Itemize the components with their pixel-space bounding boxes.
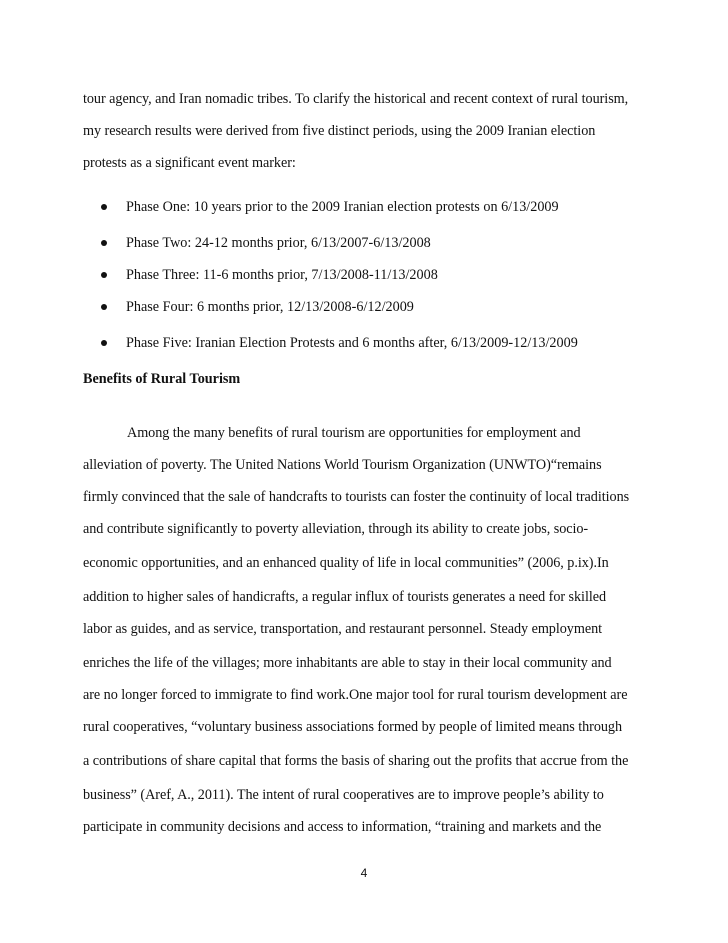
bullet-text: Phase Two: 24-12 months prior, 6/13/2007-6/13/2008 [126,235,431,251]
body-line-11: a contributions of share capital that forms the basis of sharing out the profits that accrue from the [83,753,629,769]
page-number: 4 [360,866,368,880]
bullet-icon [101,304,107,310]
bullet-item-phase-one [101,198,559,216]
bullet-text: Phase Three: 11-6 months prior, 7/13/2008-11/13/2008 [126,267,438,283]
bullet-text: Phase One: 10 years prior to the 2009 Iranian election protests on 6/13/2009 [126,199,559,215]
body-line-2: alleviation of poverty. The United Nations World Tourism Organization (UNWTO)“remains [83,457,602,473]
bullet-text: Phase Four: 6 months prior, 12/13/2008-6/12/2009 [126,299,414,315]
body-line-8: enriches the life of the villages; more inhabitants are able to stay in their local community and [83,655,612,671]
bullet-icon [101,240,107,246]
intro-line-1: tour agency, and Iran nomadic tribes. To clarify the historical and recent context of rural tourism, [83,91,629,107]
bullet-item-phase-five [101,334,578,352]
body-line-9: are no longer forced to immigrate to find work.One major tool for rural tourism development are [83,687,628,703]
bullet-icon [101,340,107,346]
intro-line-3: protests as a significant event marker: [83,155,296,171]
body-line-4: and contribute significantly to poverty alleviation, through its ability to create jobs, socio- [83,521,589,537]
bullet-icon [101,272,107,278]
bullet-icon [101,204,107,210]
body-line-10: rural cooperatives, “voluntary business associations formed by people of limited means through [83,719,623,735]
body-line-7: labor as guides, and as service, transportation, and restaurant personnel. Steady employment [83,621,603,637]
intro-line-2: my research results were derived from five distinct periods, using the 2009 Iranian election [83,123,596,139]
section-heading: Benefits of Rural Tourism [83,371,241,387]
body-line-6: addition to higher sales of handicrafts, a regular influx of tourists generates a need for skilled [83,589,607,605]
bullet-item-phase-two [101,234,431,252]
body-line-5: economic opportunities, and an enhanced quality of life in local communities” (2006, p.ix).In [83,555,609,571]
bullet-item-phase-three [101,266,438,284]
body-line-12: business” (Aref, A., 2011). The intent of rural cooperatives are to improve people’s ability to [83,787,604,803]
bullet-item-phase-four [101,298,414,316]
bullet-text: Phase Five: Iranian Election Protests and 6 months after, 6/13/2009-12/13/2009 [126,335,578,351]
body-line-1: Among the many benefits of rural tourism are opportunities for employment and [127,425,581,441]
body-line-3: firmly convinced that the sale of handcrafts to tourists can foster the continuity of local traditions [83,489,630,505]
body-line-13: participate in community decisions and access to information, “training and markets and the [83,819,602,835]
